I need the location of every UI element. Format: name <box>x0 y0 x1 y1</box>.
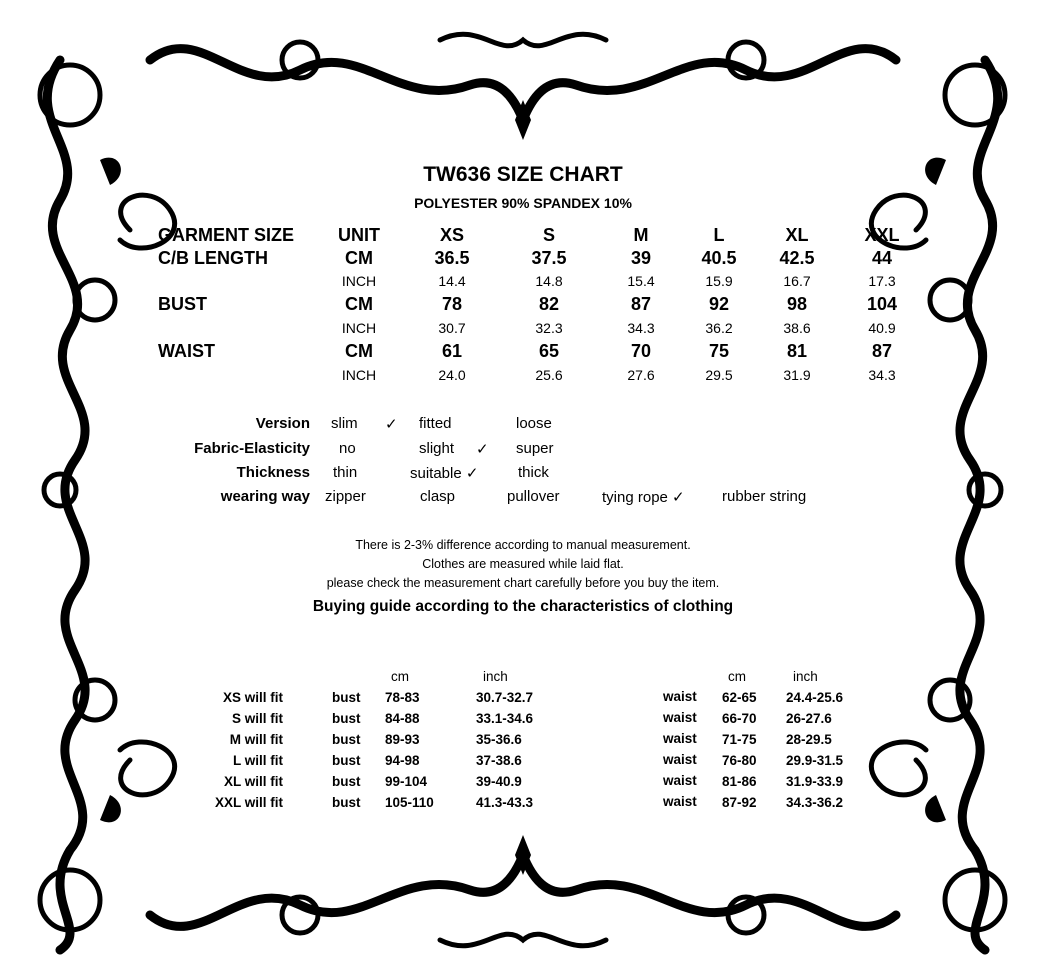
bust-label: bust <box>332 732 361 747</box>
attr-label-elasticity: Fabric-Elasticity <box>194 440 310 457</box>
waist-inch: 34.3-36.2 <box>786 795 844 810</box>
cell-inch: 14.8 <box>535 273 563 289</box>
cell-inch: 38.6 <box>783 320 811 336</box>
attr-option: slight <box>419 440 455 457</box>
bust-inch: 30.7-32.7 <box>476 690 534 705</box>
size-header: M <box>633 225 649 245</box>
waist-label: waist <box>663 689 697 704</box>
size-header: L <box>713 225 725 245</box>
waist-cm: 71-75 <box>722 732 757 747</box>
note: There is 2-3% difference according to manual measurement. <box>355 538 691 552</box>
cell-inch: 25.6 <box>535 367 563 383</box>
cell-inch: 14.4 <box>438 273 466 289</box>
attr-option: loose <box>516 415 552 432</box>
attr-option: suitable ✓ <box>410 465 479 482</box>
cell-inch: 27.6 <box>627 367 655 383</box>
bust-cm: 84-88 <box>385 711 420 726</box>
attr-option: thin <box>333 464 358 481</box>
unit-inch: INCH <box>341 273 377 289</box>
bust-cm: 78-83 <box>385 690 420 705</box>
attr-option: thick <box>518 464 549 481</box>
cell-cm: 37.5 <box>531 248 567 268</box>
size-header: XXL <box>864 225 900 245</box>
cell-cm: 82 <box>538 294 560 314</box>
check-mark: ✓ <box>476 441 489 458</box>
cell-cm: 87 <box>871 341 893 361</box>
waist-inch: 26-27.6 <box>786 711 832 726</box>
bust-cm: 94-98 <box>385 753 420 768</box>
waist-inch: 31.9-33.9 <box>786 774 844 789</box>
bust-label: bust <box>332 753 361 768</box>
bust-label: bust <box>332 774 361 789</box>
check-mark: ✓ <box>385 416 398 433</box>
bust-inch: 39-40.9 <box>476 774 522 789</box>
waist-label: waist <box>663 710 697 725</box>
attr-option: no <box>339 440 356 457</box>
cell-cm: 70 <box>630 341 652 361</box>
waist-cm: 81-86 <box>722 774 757 789</box>
bust-label: bust <box>332 711 361 726</box>
waist-label: waist <box>663 752 697 767</box>
waist-label: waist <box>663 794 697 809</box>
cell-inch: 30.7 <box>438 320 466 336</box>
cell-cm: 78 <box>441 294 463 314</box>
bust-cm: 99-104 <box>385 774 428 789</box>
cell-cm: 65 <box>538 341 560 361</box>
waist-inch: 24.4-25.6 <box>786 690 844 705</box>
unit-cm: CM <box>345 294 373 314</box>
cell-inch: 34.3 <box>627 320 655 336</box>
fit-label: M will fit <box>229 732 283 747</box>
cell-inch: 15.9 <box>705 273 733 289</box>
page-title: TW636 SIZE CHART <box>423 163 623 186</box>
cell-cm: 36.5 <box>434 248 470 268</box>
cell-cm: 75 <box>708 341 730 361</box>
fit-label: L will fit <box>233 753 283 768</box>
cell-inch: 17.3 <box>868 273 896 289</box>
cell-inch: 15.4 <box>627 273 655 289</box>
cell-inch: 32.3 <box>535 320 563 336</box>
size-header: S <box>542 225 556 245</box>
garment-size-header: GARMENT SIZE <box>158 225 295 245</box>
note: please check the measurement chart carefully before you buy the item. <box>326 576 720 590</box>
waist-cm: 62-65 <box>722 690 757 705</box>
cell-inch: 36.2 <box>705 320 733 336</box>
cell-cm: 98 <box>786 294 808 314</box>
attr-option: fitted <box>419 415 452 432</box>
cell-inch: 34.3 <box>868 367 896 383</box>
waist-cm-header: cm <box>728 669 746 684</box>
cell-cm: 61 <box>441 341 463 361</box>
bust-label: bust <box>332 795 361 810</box>
cell-inch: 40.9 <box>868 320 896 336</box>
note: Clothes are measured while laid flat. <box>422 557 624 571</box>
fabric-composition: POLYESTER 90% SPANDEX 10% <box>414 195 632 211</box>
fit-label: S will fit <box>231 711 283 726</box>
row-label: C/B LENGTH <box>158 248 268 268</box>
bust-inch: 33.1-34.6 <box>476 711 534 726</box>
unit-header: UNIT <box>338 225 380 245</box>
attr-label-thickness: Thickness <box>236 464 310 481</box>
cell-cm: 92 <box>708 294 730 314</box>
bust-inch: 37-38.6 <box>476 753 522 768</box>
attr-option: zipper <box>325 488 366 505</box>
cell-cm: 42.5 <box>779 248 815 268</box>
bust-label: bust <box>332 690 361 705</box>
cell-inch: 29.5 <box>705 367 733 383</box>
unit-inch: INCH <box>341 320 377 336</box>
attr-option: pullover <box>507 488 560 505</box>
waist-inch: 28-29.5 <box>786 732 832 747</box>
unit-cm: CM <box>345 341 373 361</box>
bust-inch: 35-36.6 <box>476 732 522 747</box>
waist-inch-header: inch <box>793 669 818 684</box>
waist-cm: 76-80 <box>722 753 757 768</box>
cell-cm: 40.5 <box>701 248 737 268</box>
waist-label: waist <box>663 731 697 746</box>
unit-cm: CM <box>345 248 373 268</box>
unit-inch: INCH <box>341 367 377 383</box>
row-label: WAIST <box>158 341 215 361</box>
bust-cm: 105-110 <box>385 795 434 810</box>
attr-option: super <box>516 440 554 457</box>
attr-option: clasp <box>420 488 456 505</box>
waist-cm: 87-92 <box>722 795 757 810</box>
bust-inch-header: inch <box>483 669 508 684</box>
cell-cm: 39 <box>630 248 652 268</box>
bust-cm: 89-93 <box>385 732 420 747</box>
waist-cm: 66-70 <box>722 711 757 726</box>
bust-cm-header: cm <box>391 669 409 684</box>
attr-option: tying rope ✓ <box>602 489 685 506</box>
cell-inch: 16.7 <box>783 273 811 289</box>
cell-cm: 81 <box>786 341 808 361</box>
cell-cm: 104 <box>866 294 898 314</box>
fit-label: XXL will fit <box>214 795 283 810</box>
fit-label: XL will fit <box>223 774 283 789</box>
cell-inch: 24.0 <box>438 367 466 383</box>
attr-option: rubber string <box>722 488 807 505</box>
cell-cm: 44 <box>871 248 893 268</box>
cell-cm: 87 <box>630 294 652 314</box>
waist-inch: 29.9-31.5 <box>786 753 844 768</box>
size-header: XS <box>439 225 465 245</box>
attr-label-version: Version <box>255 415 310 432</box>
waist-label: waist <box>663 773 697 788</box>
bust-inch: 41.3-43.3 <box>476 795 534 810</box>
row-label: BUST <box>158 294 207 314</box>
fit-label: XS will fit <box>222 690 283 705</box>
attr-option: slim <box>331 415 358 432</box>
buying-guide-title: Buying guide according to the characteristics of clothing <box>312 598 734 615</box>
attr-label-wearing-way: wearing way <box>220 488 310 505</box>
cell-inch: 31.9 <box>783 367 811 383</box>
size-header: XL <box>785 225 809 245</box>
